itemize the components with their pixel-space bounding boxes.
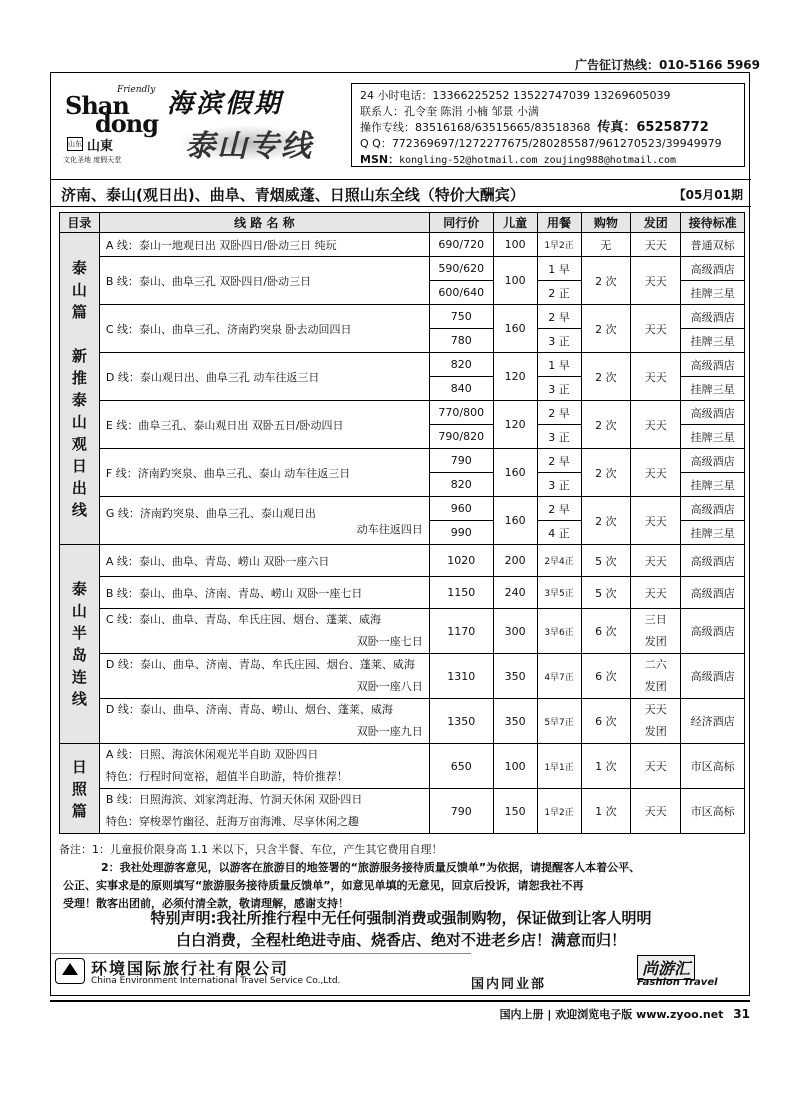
price: 590/620 <box>429 257 493 281</box>
departure: 天天 <box>631 257 681 305</box>
shopping: 6 次 <box>581 699 631 744</box>
col-header: 线 路 名 称 <box>99 213 429 233</box>
category-peninsula: 泰 山 半 岛 连 线 <box>60 545 100 744</box>
meals: 2 早 <box>537 401 581 425</box>
departure: 天天 <box>631 353 681 401</box>
price: 840 <box>429 377 493 401</box>
line-name <box>99 609 429 654</box>
price: 1170 <box>429 609 493 654</box>
child-price: 120 <box>493 401 537 449</box>
table-row <box>60 789 745 834</box>
shopping: 2 次 <box>581 449 631 497</box>
meals: 3 正 <box>537 377 581 401</box>
shopping: 1 次 <box>581 789 631 834</box>
shopping: 2 次 <box>581 305 631 353</box>
shopping: 2 次 <box>581 401 631 449</box>
table-row <box>60 401 745 425</box>
route-table <box>59 212 745 834</box>
department: 国内同业部 <box>471 977 547 992</box>
special-declaration <box>51 907 751 951</box>
child-price: 150 <box>493 789 537 834</box>
shopping: 2 次 <box>581 257 631 305</box>
shopping: 无 <box>581 233 631 257</box>
table-row <box>60 257 745 281</box>
standard: 高级酒店 <box>681 449 745 473</box>
contact-fax: 传真：65258772 <box>597 120 709 135</box>
logo-slogan: 文化圣地 度假天堂 <box>63 156 122 164</box>
meals: 2 早 <box>537 497 581 521</box>
fashion-name: 尚游汇 <box>637 955 695 980</box>
meals: 2 早 <box>537 305 581 329</box>
meals: 1早2正 <box>537 233 581 257</box>
line-name <box>99 654 429 699</box>
shopping: 5 次 <box>581 545 631 577</box>
col-header: 接待标准 <box>681 213 745 233</box>
contact-qq: Q Q：772369697/1272277675/280285587/961270523/39949979 <box>360 137 722 150</box>
brand-line2: 泰山专线 <box>185 129 313 164</box>
departure: 天天 <box>631 789 681 834</box>
standard: 市区高标 <box>681 789 745 834</box>
standard: 高级酒店 <box>681 353 745 377</box>
child-price: 160 <box>493 497 537 545</box>
price: 790/820 <box>429 425 493 449</box>
line-feature: 特色：行程时间宽裕，超值半自助游，特价推荐！ <box>105 770 348 783</box>
standard: 高级酒店 <box>681 609 745 654</box>
line-title: D 线：泰山、曲阜、济南、青岛、牟氏庄园、烟台、蓬莱、威海 <box>105 658 415 671</box>
note-1: 备注：1：儿童报价限身高 1.1 米以下，只含半餐、车位，产生其它费用自理！ <box>59 843 443 856</box>
meals: 2 早 <box>537 449 581 473</box>
route-title: 济南、泰山(观日出)、曲阜、青烟威蓬、日照山东全线（特价大酬宾） <box>61 186 525 204</box>
meals: 1早2正 <box>537 789 581 834</box>
notes <box>59 841 749 913</box>
line-name: A 线：泰山一地观日出 双卧四日/卧动三日 纯玩 <box>99 233 429 257</box>
departure: 天天 <box>631 744 681 789</box>
meals: 2 正 <box>537 281 581 305</box>
contact-ops-row <box>360 120 736 136</box>
standard: 挂牌三星 <box>681 521 745 545</box>
col-header: 目录 <box>60 213 100 233</box>
contact-box <box>351 83 745 167</box>
standard: 挂牌三星 <box>681 281 745 305</box>
standard: 市区高标 <box>681 744 745 789</box>
departure: 天天 <box>631 577 681 609</box>
departure: 天天 <box>631 449 681 497</box>
declaration-line1: 特别声明:我社所推行程中无任何强制消费或强制购物，保证做到让客人明明 <box>150 909 652 927</box>
page-frame <box>50 72 750 996</box>
agency-logo-icon <box>55 958 85 984</box>
meals: 3 正 <box>537 425 581 449</box>
meals: 4早7正 <box>537 654 581 699</box>
price: 770/800 <box>429 401 493 425</box>
shandong-logo <box>61 81 161 165</box>
logo-name: 山東 <box>87 139 114 154</box>
note-2c: 受理！散客出团前，必须付清全款，敬请理解，感谢支持！ <box>63 897 349 910</box>
standard: 经济酒店 <box>681 699 745 744</box>
child-price: 160 <box>493 305 537 353</box>
line-name: A 线：泰山、曲阜、青岛、崂山 双卧一座六日 <box>99 545 429 577</box>
line-name: D 线：泰山观日出、曲阜三孔 动车往返三日 <box>99 353 429 401</box>
price: 1310 <box>429 654 493 699</box>
shopping: 5 次 <box>581 577 631 609</box>
table-row <box>60 545 745 577</box>
meals: 3 正 <box>537 329 581 353</box>
table-row <box>60 233 745 257</box>
price: 960 <box>429 497 493 521</box>
line-name: B 线：泰山、曲阜、济南、青岛、崂山 双卧一座七日 <box>99 577 429 609</box>
footer <box>50 1000 750 1022</box>
page-number: 31 <box>733 1007 750 1021</box>
standard: 挂牌三星 <box>681 425 745 449</box>
table-row <box>60 744 745 789</box>
standard: 挂牌三星 <box>681 329 745 353</box>
line-name: F 线：济南趵突泉、曲阜三孔、泰山 动车往返三日 <box>99 449 429 497</box>
msn-label: MSN： <box>360 153 400 166</box>
shopping: 2 次 <box>581 353 631 401</box>
line-title: B 线：日照海滨、刘家湾赶海、竹洞天休闲 双卧四日 <box>105 793 363 806</box>
meals: 2早4正 <box>537 545 581 577</box>
brand-calligraphy <box>163 81 338 165</box>
col-header: 用餐 <box>537 213 581 233</box>
line-days: 双卧一座八日 <box>356 680 423 693</box>
price: 820 <box>429 473 493 497</box>
agency-banner <box>51 953 471 995</box>
standard: 高级酒店 <box>681 305 745 329</box>
standard: 挂牌三星 <box>681 473 745 497</box>
line-name: E 线：曲阜三孔、泰山观日出 双卧五日/卧动四日 <box>99 401 429 449</box>
note-2a: 2：我社处理游客意见，以游客在旅游目的地签署的“旅游服务接待质量反馈单”为依据，请提醒客人本着公平、 <box>101 861 641 874</box>
shopping: 6 次 <box>581 654 631 699</box>
line-name: B 线：泰山、曲阜三孔 双卧四日/卧动三日 <box>99 257 429 305</box>
table-row <box>60 654 745 699</box>
ad-hotline: 广告征订热线：010-5166 5969 <box>574 58 760 72</box>
price: 650 <box>429 744 493 789</box>
price: 780 <box>429 329 493 353</box>
price: 690/720 <box>429 233 493 257</box>
meals: 1早1正 <box>537 744 581 789</box>
category-rizhao: 日 照 篇 <box>60 744 100 834</box>
line-title: C 线：泰山、曲阜、青岛、牟氏庄园、烟台、蓬莱、威海 <box>105 613 382 626</box>
price: 1350 <box>429 699 493 744</box>
departure: 二六 发团 <box>631 654 681 699</box>
line-days: 动车往返四日 <box>356 522 423 536</box>
meals: 3早6正 <box>537 609 581 654</box>
col-header: 发团 <box>631 213 681 233</box>
fashion-name-en: Fashion Travel <box>637 977 718 988</box>
price: 1150 <box>429 577 493 609</box>
table-row <box>60 577 745 609</box>
line-name: C 线：泰山、曲阜三孔、济南趵突泉 卧去动回四日 <box>99 305 429 353</box>
standard: 高级酒店 <box>681 545 745 577</box>
contact-msn-row <box>360 152 736 169</box>
standard: 高级酒店 <box>681 401 745 425</box>
logo-dong: dong <box>95 109 159 138</box>
brand-line1: 海滨假期 <box>167 89 284 119</box>
meals: 3早5正 <box>537 577 581 609</box>
shopping: 2 次 <box>581 497 631 545</box>
standard: 高级酒店 <box>681 257 745 281</box>
price: 790 <box>429 789 493 834</box>
line-name <box>99 699 429 744</box>
child-price: 100 <box>493 233 537 257</box>
declaration-line2: 白白消费，全程杜绝进寺庙、烧香店、绝对不进老乡店！满意而归！ <box>175 931 626 949</box>
price: 1020 <box>429 545 493 577</box>
standard: 高级酒店 <box>681 577 745 609</box>
child-price: 200 <box>493 545 537 577</box>
standard: 高级酒店 <box>681 654 745 699</box>
departure: 天天 <box>631 497 681 545</box>
shopping: 6 次 <box>581 609 631 654</box>
logo-badge-icon: 山东 <box>67 137 83 151</box>
col-header: 同行价 <box>429 213 493 233</box>
meals: 4 正 <box>537 521 581 545</box>
table-row <box>60 353 745 377</box>
msn-value: kongling-52@hotmail.com zoujing988@hotmail.com <box>399 155 677 166</box>
price: 750 <box>429 305 493 329</box>
line-days: 双卧一座九日 <box>356 725 423 738</box>
category-taishan: 泰 山 篇 新 推 泰 山 观 日 出 线 <box>60 233 100 545</box>
price: 600/640 <box>429 281 493 305</box>
line-name <box>99 744 429 789</box>
child-price: 300 <box>493 609 537 654</box>
child-price: 350 <box>493 654 537 699</box>
departure: 天天 发团 <box>631 699 681 744</box>
line-title: G 线：济南趵突泉、曲阜三孔、泰山观日出 <box>105 506 316 520</box>
note-2b: 公正、实事求是的原则填写“旅游服务接待质量反馈单”，如意见单填的无意见，回京后投诉，请恕我社不再 <box>63 879 584 892</box>
contact-phone: 24 小时电话：13366225252 13522747039 13269605039 <box>360 89 671 102</box>
departure: 天天 <box>631 305 681 353</box>
standard: 挂牌三星 <box>681 377 745 401</box>
price: 820 <box>429 353 493 377</box>
line-name <box>99 497 429 545</box>
table-row <box>60 305 745 329</box>
col-header: 儿童 <box>493 213 537 233</box>
child-price: 100 <box>493 257 537 305</box>
route-title-bar <box>51 179 751 207</box>
price: 790 <box>429 449 493 473</box>
meals: 5早7正 <box>537 699 581 744</box>
departure: 天天 <box>631 233 681 257</box>
footer-text: 国内上册 | 欢迎浏览电子版 www.zyoo.net <box>499 1008 724 1021</box>
line-name <box>99 789 429 834</box>
agency-name: 环境国际旅行社有限公司 <box>91 959 290 978</box>
child-price: 100 <box>493 744 537 789</box>
departure: 天天 <box>631 401 681 449</box>
meals: 3 正 <box>537 473 581 497</box>
shopping: 1 次 <box>581 744 631 789</box>
child-price: 120 <box>493 353 537 401</box>
line-title: A 线：日照、海滨休闲观光半自助 双卧四日 <box>105 748 319 761</box>
table-header-row <box>60 213 745 233</box>
table-row <box>60 497 745 521</box>
price: 990 <box>429 521 493 545</box>
line-title: D 线：泰山、曲阜、济南、青岛、崂山、烟台、蓬莱、威海 <box>105 703 393 716</box>
meals: 1 早 <box>537 257 581 281</box>
table-row <box>60 449 745 473</box>
child-price: 160 <box>493 449 537 497</box>
issue-number: 【05月01期 <box>673 188 743 202</box>
contact-ops: 操作专线：83516168/63515665/83518368 <box>360 121 591 134</box>
standard: 普通双标 <box>681 233 745 257</box>
fashion-travel-logo <box>631 955 731 993</box>
table-row <box>60 699 745 744</box>
line-days: 双卧一座七日 <box>356 635 423 648</box>
standard: 高级酒店 <box>681 497 745 521</box>
departure: 天天 <box>631 545 681 577</box>
child-price: 350 <box>493 699 537 744</box>
col-header: 购物 <box>581 213 631 233</box>
agency-name-en: China Environment International Travel Service Co.,Ltd. <box>91 976 341 986</box>
logo-friendly: Friendly <box>117 85 156 95</box>
table-row <box>60 609 745 654</box>
contact-people: 联系人：孔令奎 陈涓 小楠 邹景 小满 <box>360 105 539 118</box>
meals: 1 早 <box>537 353 581 377</box>
logo-shan: Shan <box>65 91 129 120</box>
child-price: 240 <box>493 577 537 609</box>
line-feature: 特色：穿梭翠竹幽径、赶海万亩海滩、尽享休闲之趣 <box>105 815 359 828</box>
departure: 三日 发团 <box>631 609 681 654</box>
